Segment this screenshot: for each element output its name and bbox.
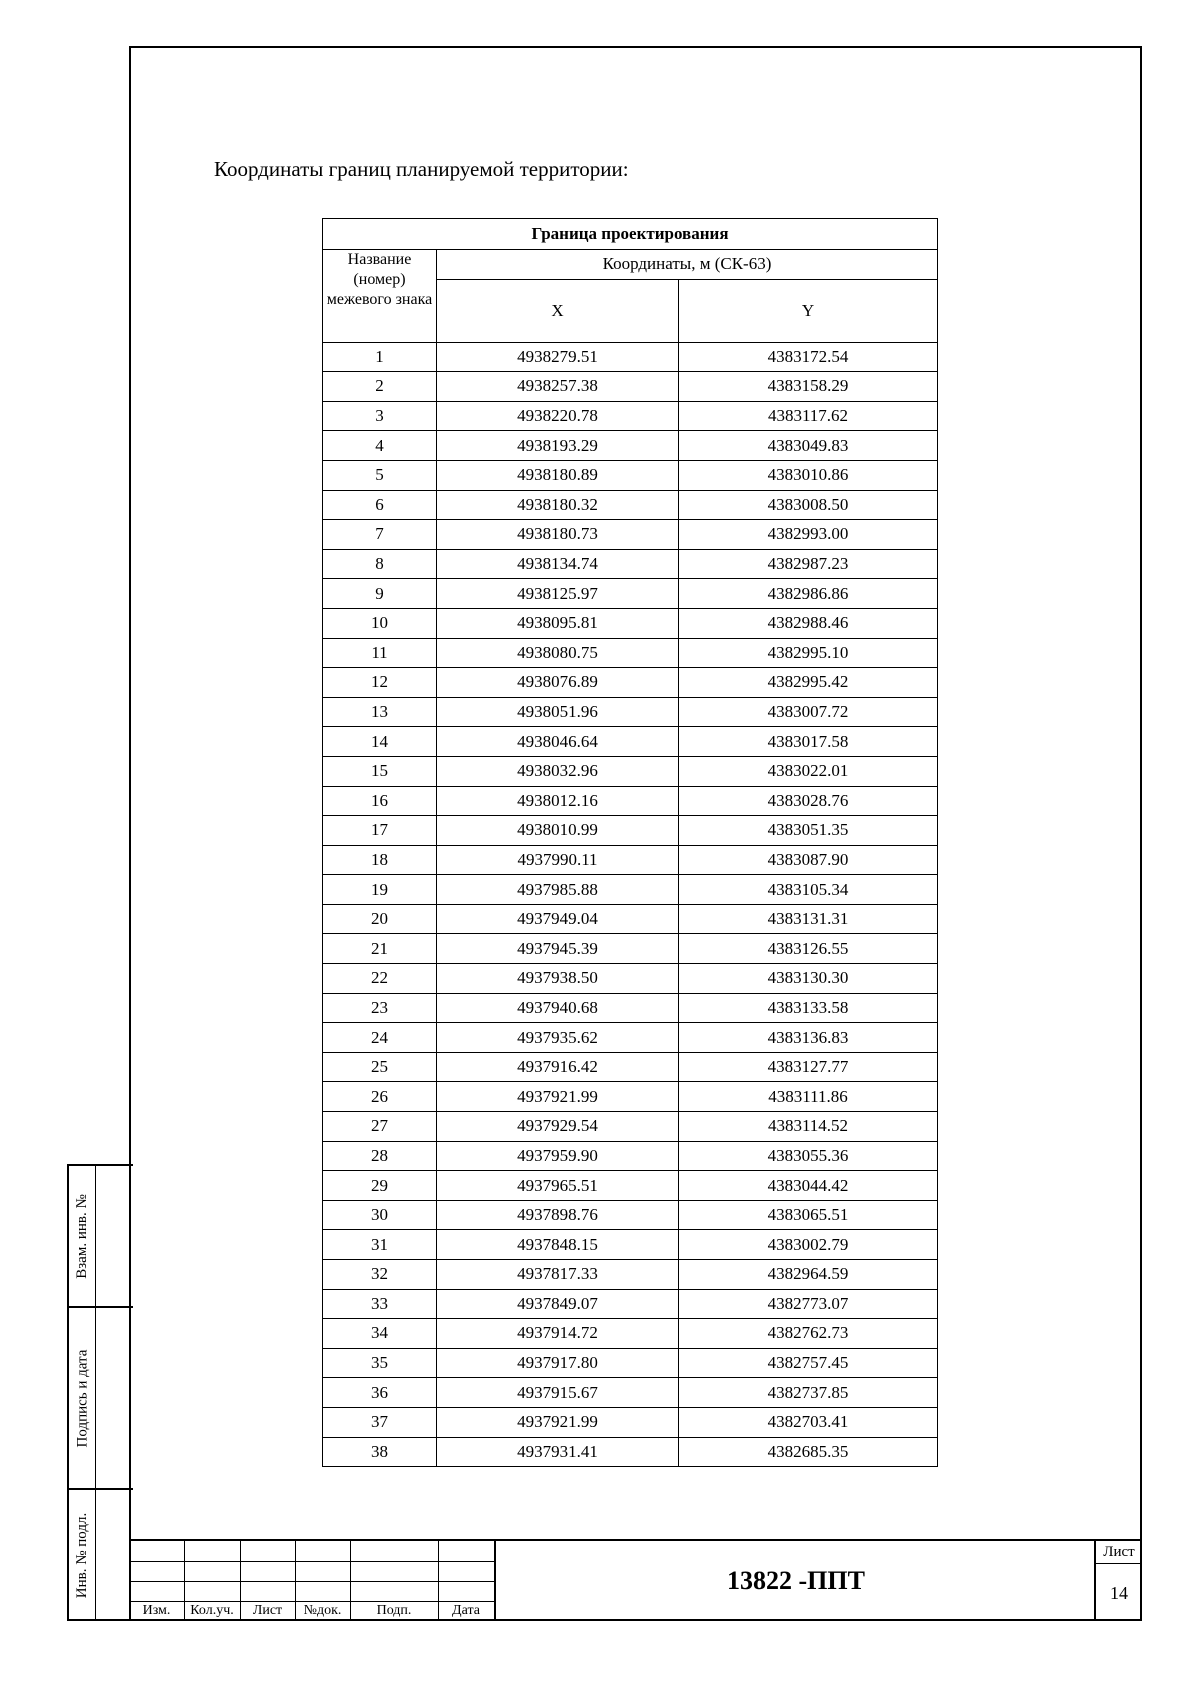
col-list: Лист <box>252 1603 283 1618</box>
point-number: 31 <box>323 1230 437 1260</box>
point-number: 14 <box>323 727 437 757</box>
table-row <box>323 431 938 461</box>
y-coordinate: 4383130.30 <box>679 964 938 994</box>
x-coordinate: 4937817.33 <box>437 1260 679 1290</box>
point-number: 38 <box>323 1437 437 1467</box>
point-number: 17 <box>323 816 437 846</box>
table-row <box>323 1112 938 1142</box>
table-row <box>323 520 938 550</box>
x-coordinate: 4937849.07 <box>437 1289 679 1319</box>
side-stamp-inv: Инв. № подл. <box>74 1512 90 1598</box>
point-number: 2 <box>323 372 437 402</box>
table-row <box>323 934 938 964</box>
point-number: 5 <box>323 460 437 490</box>
y-coordinate: 4383133.58 <box>679 993 938 1023</box>
document-code: 13822 -ППТ <box>494 1541 1096 1621</box>
grid-line <box>129 1561 494 1562</box>
point-number: 20 <box>323 904 437 934</box>
table-row <box>323 490 938 520</box>
x-coordinate: 4938095.81 <box>437 608 679 638</box>
x-coordinate: 4937921.99 <box>437 1082 679 1112</box>
x-coordinate: 4937929.54 <box>437 1112 679 1142</box>
table-row <box>323 875 938 905</box>
table-row <box>323 964 938 994</box>
point-number: 9 <box>323 579 437 609</box>
table-row <box>323 993 938 1023</box>
point-number: 19 <box>323 875 437 905</box>
name-column-header: Название (номер) межевого знака <box>323 250 437 343</box>
y-coordinate: 4383028.76 <box>679 786 938 816</box>
col-ndok: №док. <box>303 1603 342 1618</box>
y-coordinate: 4382737.85 <box>679 1378 938 1408</box>
y-coordinate: 4383022.01 <box>679 756 938 786</box>
col-izm: Изм. <box>142 1603 171 1618</box>
table-row <box>323 697 938 727</box>
y-coordinate: 4383065.51 <box>679 1200 938 1230</box>
y-coordinate: 4382773.07 <box>679 1289 938 1319</box>
sheet-box <box>1094 1541 1142 1621</box>
point-number: 22 <box>323 964 437 994</box>
y-coordinate: 4383158.29 <box>679 372 938 402</box>
y-coordinate: 4382988.46 <box>679 608 938 638</box>
x-coordinate: 4937915.67 <box>437 1378 679 1408</box>
y-coordinate: 4382987.23 <box>679 549 938 579</box>
x-coordinate: 4937945.39 <box>437 934 679 964</box>
point-number: 32 <box>323 1260 437 1290</box>
table-row <box>323 727 938 757</box>
table-row <box>323 638 938 668</box>
point-number: 29 <box>323 1171 437 1201</box>
table-row <box>323 1319 938 1349</box>
y-coordinate: 4382757.45 <box>679 1348 938 1378</box>
table-row <box>323 549 938 579</box>
point-number: 24 <box>323 1023 437 1053</box>
table-row <box>323 460 938 490</box>
y-coordinate: 4383087.90 <box>679 845 938 875</box>
x-coordinate: 4937990.11 <box>437 845 679 875</box>
title-block <box>129 1539 1142 1621</box>
page-heading: Координаты границ планируемой территории: <box>214 157 629 181</box>
table-row <box>323 845 938 875</box>
x-column-header: X <box>437 279 679 342</box>
y-coordinate: 4382703.41 <box>679 1407 938 1437</box>
point-number: 10 <box>323 608 437 638</box>
y-coordinate: 4383044.42 <box>679 1171 938 1201</box>
x-coordinate: 4938076.89 <box>437 668 679 698</box>
y-coordinate: 4383002.79 <box>679 1230 938 1260</box>
y-coordinate: 4383051.35 <box>679 816 938 846</box>
point-number: 27 <box>323 1112 437 1142</box>
side-stamp-podpis: Подпись и дата <box>74 1349 91 1447</box>
side-stamp-vzam: Взам. инв. № <box>74 1193 90 1279</box>
y-column-header: Y <box>679 279 938 342</box>
y-coordinate: 4382995.10 <box>679 638 938 668</box>
x-coordinate: 4937914.72 <box>437 1319 679 1349</box>
sheet-number: 14 <box>1110 1583 1128 1603</box>
table-row <box>323 816 938 846</box>
table-body <box>323 342 938 1467</box>
x-coordinate: 4937916.42 <box>437 1052 679 1082</box>
x-coordinate: 4937935.62 <box>437 1023 679 1053</box>
point-number: 37 <box>323 1407 437 1437</box>
x-coordinate: 4937940.68 <box>437 993 679 1023</box>
x-coordinate: 4937985.88 <box>437 875 679 905</box>
table-row <box>323 786 938 816</box>
y-coordinate: 4383017.58 <box>679 727 938 757</box>
grid-line <box>129 1581 494 1582</box>
table-row <box>323 1289 938 1319</box>
y-coordinate: 4383105.34 <box>679 875 938 905</box>
x-coordinate: 4937949.04 <box>437 904 679 934</box>
table-row <box>323 1230 938 1260</box>
y-coordinate: 4383055.36 <box>679 1141 938 1171</box>
x-coordinate: 4938193.29 <box>437 431 679 461</box>
y-coordinate: 4383114.52 <box>679 1112 938 1142</box>
x-coordinate: 4938180.73 <box>437 520 679 550</box>
x-coordinate: 4937931.41 <box>437 1437 679 1467</box>
point-number: 33 <box>323 1289 437 1319</box>
x-coordinate: 4937959.90 <box>437 1141 679 1171</box>
point-number: 26 <box>323 1082 437 1112</box>
x-coordinate: 4937965.51 <box>437 1171 679 1201</box>
table-row <box>323 1200 938 1230</box>
point-number: 11 <box>323 638 437 668</box>
point-number: 8 <box>323 549 437 579</box>
x-coordinate: 4937917.80 <box>437 1348 679 1378</box>
point-number: 1 <box>323 342 437 372</box>
table-row <box>323 342 938 372</box>
table-row <box>323 579 938 609</box>
x-coordinate: 4938010.99 <box>437 816 679 846</box>
sheet-label: Лист <box>1096 1541 1142 1564</box>
y-coordinate: 4383172.54 <box>679 342 938 372</box>
x-coordinate: 4938046.64 <box>437 727 679 757</box>
table-caption: Граница проектирования <box>323 219 938 250</box>
y-coordinate: 4383007.72 <box>679 697 938 727</box>
x-coordinate: 4937938.50 <box>437 964 679 994</box>
point-number: 30 <box>323 1200 437 1230</box>
point-number: 18 <box>323 845 437 875</box>
col-podp: Подп. <box>376 1603 412 1618</box>
y-coordinate: 4383117.62 <box>679 401 938 431</box>
y-coordinate: 4383127.77 <box>679 1052 938 1082</box>
y-coordinate: 4382995.42 <box>679 668 938 698</box>
point-number: 16 <box>323 786 437 816</box>
table-row <box>323 1437 938 1467</box>
x-coordinate: 4938257.38 <box>437 372 679 402</box>
point-number: 34 <box>323 1319 437 1349</box>
x-coordinate: 4938220.78 <box>437 401 679 431</box>
table-row <box>323 1023 938 1053</box>
x-coordinate: 4938032.96 <box>437 756 679 786</box>
point-number: 12 <box>323 668 437 698</box>
point-number: 6 <box>323 490 437 520</box>
x-coordinate: 4937898.76 <box>437 1200 679 1230</box>
table-row <box>323 668 938 698</box>
point-number: 15 <box>323 756 437 786</box>
x-coordinate: 4937848.15 <box>437 1230 679 1260</box>
y-coordinate: 4383049.83 <box>679 431 938 461</box>
revision-grid <box>129 1541 494 1621</box>
table-row <box>323 608 938 638</box>
point-number: 36 <box>323 1378 437 1408</box>
col-data: Дата <box>452 1603 480 1618</box>
coords-header: Координаты, м (СК-63) <box>437 250 938 280</box>
table-row <box>323 1260 938 1290</box>
x-coordinate: 4937921.99 <box>437 1407 679 1437</box>
x-coordinate: 4938012.16 <box>437 786 679 816</box>
point-number: 13 <box>323 697 437 727</box>
y-coordinate: 4383136.83 <box>679 1023 938 1053</box>
y-coordinate: 4383010.86 <box>679 460 938 490</box>
x-coordinate: 4938180.89 <box>437 460 679 490</box>
table-row <box>323 1082 938 1112</box>
x-coordinate: 4938279.51 <box>437 342 679 372</box>
point-number: 35 <box>323 1348 437 1378</box>
y-coordinate: 4383111.86 <box>679 1082 938 1112</box>
point-number: 21 <box>323 934 437 964</box>
y-coordinate: 4382964.59 <box>679 1260 938 1290</box>
table-row <box>323 1348 938 1378</box>
point-number: 23 <box>323 993 437 1023</box>
table-row <box>323 1378 938 1408</box>
y-coordinate: 4382993.00 <box>679 520 938 550</box>
y-coordinate: 4383126.55 <box>679 934 938 964</box>
coordinates-table <box>322 218 938 1467</box>
point-number: 28 <box>323 1141 437 1171</box>
point-number: 25 <box>323 1052 437 1082</box>
table-row <box>323 756 938 786</box>
point-number: 4 <box>323 431 437 461</box>
point-number: 7 <box>323 520 437 550</box>
table-row <box>323 401 938 431</box>
table-row <box>323 1141 938 1171</box>
y-coordinate: 4383131.31 <box>679 904 938 934</box>
side-stamp <box>67 1164 133 1621</box>
y-coordinate: 4382685.35 <box>679 1437 938 1467</box>
x-coordinate: 4938080.75 <box>437 638 679 668</box>
x-coordinate: 4938180.32 <box>437 490 679 520</box>
y-coordinate: 4382762.73 <box>679 1319 938 1349</box>
x-coordinate: 4938051.96 <box>437 697 679 727</box>
y-coordinate: 4383008.50 <box>679 490 938 520</box>
x-coordinate: 4938125.97 <box>437 579 679 609</box>
table-row <box>323 904 938 934</box>
y-coordinate: 4382986.86 <box>679 579 938 609</box>
x-coordinate: 4938134.74 <box>437 549 679 579</box>
point-number: 3 <box>323 401 437 431</box>
table-row <box>323 1052 938 1082</box>
table-row <box>323 372 938 402</box>
table-row <box>323 1171 938 1201</box>
col-kol-uch: Кол.уч. <box>190 1603 234 1618</box>
table-row <box>323 1407 938 1437</box>
